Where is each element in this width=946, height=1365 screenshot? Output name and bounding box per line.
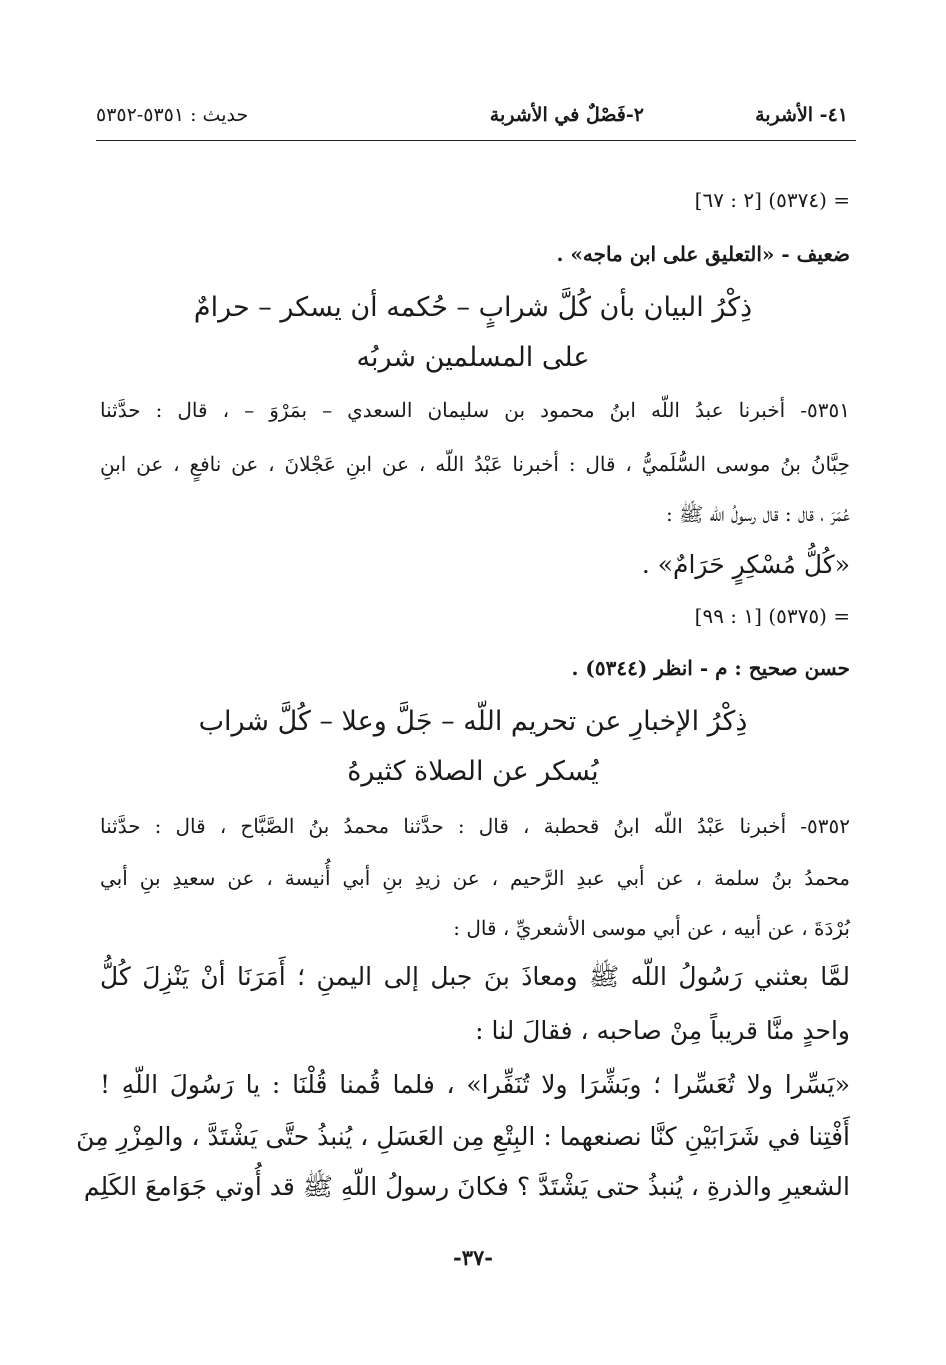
running-header <box>96 104 856 141</box>
hadith-matn: «يَسِّرا ولا تُعَسِّرا ؛ وبَشِّرَا ولا تُنَفِّرا» ، فلما قُمنا قُلْنَا : يا رَسُولَ اللّهِ ! <box>100 1070 850 1099</box>
hadith-matn: الشعيرِ والذرةِ ، يُنبذُ حتى يَشْتَدَّ ؟ فكانَ رسولُ اللّهِ ﷺ قد أُوتي جَوَامعَ الكَلِم <box>83 1172 850 1201</box>
reference-line: = (٥٣٧٤) [٢ : ٦٧] <box>694 188 850 212</box>
hadith-text-line: ٥٣٥٢- أخبرنا عَبْدُ اللّه ابنُ قحطبة ، قال : حدَّثنا محمدُ بنُ الصَّبَّاح ، قال : حدَّثنا <box>100 814 850 838</box>
hadith-range: حديث : ٥٣٥١-٥٣٥٢ <box>96 104 249 126</box>
hadith-text-line: محمدُ بنُ سلمة ، عن أبي عبدِ الرَّحيم ، عن زيدِ بنِ أبي أُنيسة ، عن سعيدِ بنِ أبي <box>100 866 850 890</box>
section-title: ٢-فَصْلٌ في الأشربة <box>489 104 644 126</box>
hadith-matn: «كُلُّ مُسْكِرٍ حَرَامٌ» . <box>641 550 850 579</box>
hadith-matn: أَفْتِنا في شَرَابَيْنِ كنَّا نصنعهما : البِتْعِ مِن العَسَلِ ، يُنبذُ حتَّى يَشْتَدَّ ، والمِزْرِ مِنَ <box>76 1122 850 1151</box>
page-number: -٣٧- <box>453 1245 493 1270</box>
hadith-text-line: ٥٣٥١- أخبرنا عبدُ اللّه ابنُ محمود بن سليمان السعدي – بمَرْوَ – ، قال : حدَّثنا <box>100 398 850 422</box>
hadith-text-line: حِبَّانُ بنُ موسى السُّلَميُّ ، قال : أخبرنا عَبْدُ اللّه ، عن ابنِ عَجْلانَ ، عن نافعٍ ، عن ابنِ <box>100 452 850 476</box>
hadith-text-line: بُرْدَةَ ، عن أبيه ، عن أبي موسى الأشعريِّ ، قال : <box>453 916 850 940</box>
chapter-title: ٤١- الأشربة <box>755 104 848 126</box>
hadith-matn: لمَّا بعثني رَسُولُ اللّه ﷺ ومعاذَ بنَ جبل إلى اليمنِ ؛ أَمَرَنَا أنْ يَنْزِلَ كُلُّ <box>100 962 850 991</box>
grading-line: حسن صحيح : م - انظر (٥٣٤٤) . <box>571 656 850 680</box>
chapter-heading: ذِكْرُ الإخبارِ عن تحريم اللّه – جَلَّ وعلا – كُلَّ شراب <box>198 706 748 737</box>
chapter-heading: ذِكْرُ البيان بأن كُلَّ شرابٍ – حُكمه أن يسكر – حرامٌ <box>193 292 753 323</box>
chapter-heading: على المسلمين شربُه <box>356 342 590 373</box>
reference-line: = (٥٣٧٥) [١ : ٩٩] <box>694 604 850 628</box>
grading-line: ضعيف - «التعليق على ابن ماجه» . <box>556 242 850 266</box>
hadith-matn: واحدٍ منَّا قريباً مِنْ صاحبه ، فقالَ لنا : <box>475 1016 850 1045</box>
hadith-text-line: عُمَرَ ، قال : قال رسولُ اللّه ﷺ : <box>666 502 850 526</box>
chapter-heading: يُسكر عن الصلاة كثيرهُ <box>347 756 599 787</box>
